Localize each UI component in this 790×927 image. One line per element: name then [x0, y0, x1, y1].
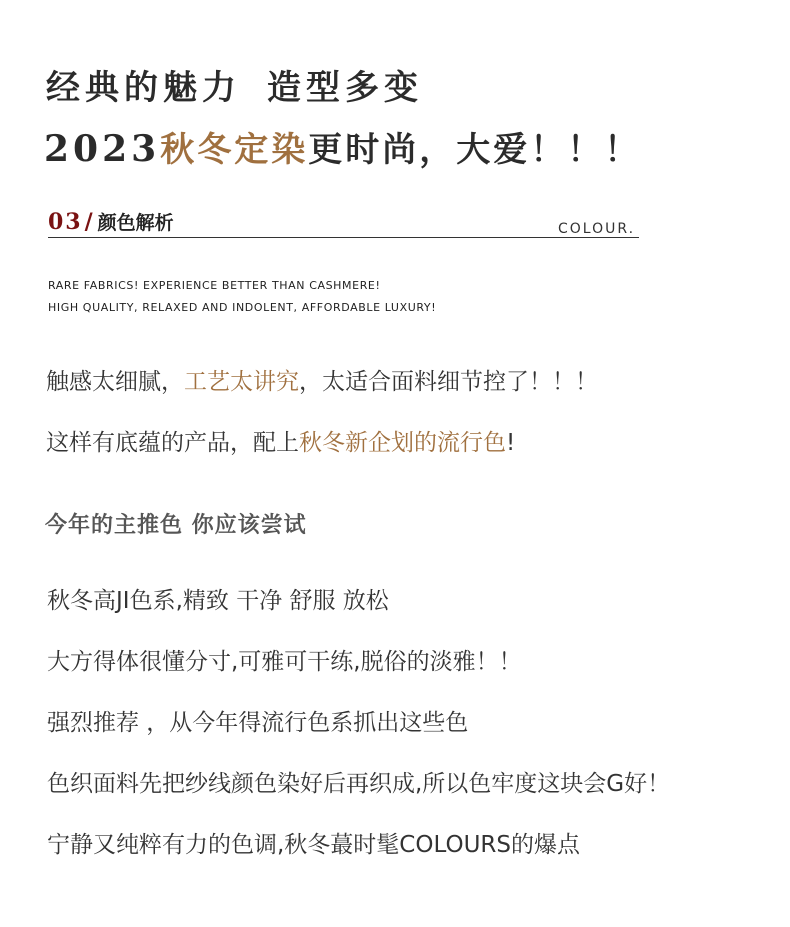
paragraph-1-start: 触感太细腻，: [46, 369, 184, 395]
body-line: 秋冬高JI色系,精致 干净 舒服 放松: [47, 588, 389, 614]
headline-line-2: [44, 122, 641, 171]
section-divider: [48, 237, 639, 238]
paragraph-2-start: 这样有底蕴的产品，配上: [46, 430, 299, 456]
body-line: 宁静又纯粹有力的色调,秋冬蕞时髦COLOURS的爆点: [47, 832, 580, 858]
paragraph-2: [46, 424, 515, 457]
section-heading: [48, 208, 174, 235]
paragraph-1-end: ，太适合面料细节控了！！！: [299, 369, 598, 395]
section-number: 03: [48, 209, 83, 235]
english-line-1: RARE FABRICS! EXPERIENCE BETTER THAN CASHMERE!: [48, 279, 381, 292]
colour-tag: COLOUR.: [558, 221, 636, 237]
paragraph-1-accent: 工艺太讲究: [184, 369, 299, 395]
english-line-2: HIGH QUALITY, RELAXED AND INDOLENT, AFFORDABLE LUXURY!: [48, 301, 437, 314]
paragraph-2-accent: 秋冬新企划的流行色: [299, 430, 506, 456]
body-line: 强烈推荐 ，从今年得流行色系抓出这些色: [47, 710, 469, 736]
headline-accent: 秋冬定染: [160, 130, 309, 170]
headline-part-2: 造型多变: [267, 68, 423, 108]
paragraph-1: [46, 363, 598, 396]
recommend-subheading: 今年的主推色 你应该尝试: [45, 513, 307, 538]
body-line: 色织面料先把纱线颜色染好后再织成,所以色牢度这块会G好！: [47, 771, 671, 797]
headline-year: 2023: [44, 128, 161, 170]
paragraph-2-end: !: [506, 430, 516, 456]
headline-part-1: 经典的魅力: [46, 68, 241, 108]
headline-line-1: [46, 60, 423, 109]
section-slash: /: [84, 209, 93, 235]
headline-rest: 更时尚，大爱！！！: [308, 130, 642, 170]
section-title: 颜色解析: [97, 212, 174, 234]
body-line: 大方得体很懂分寸,可雅可干练,脱俗的淡雅！！: [47, 649, 522, 675]
